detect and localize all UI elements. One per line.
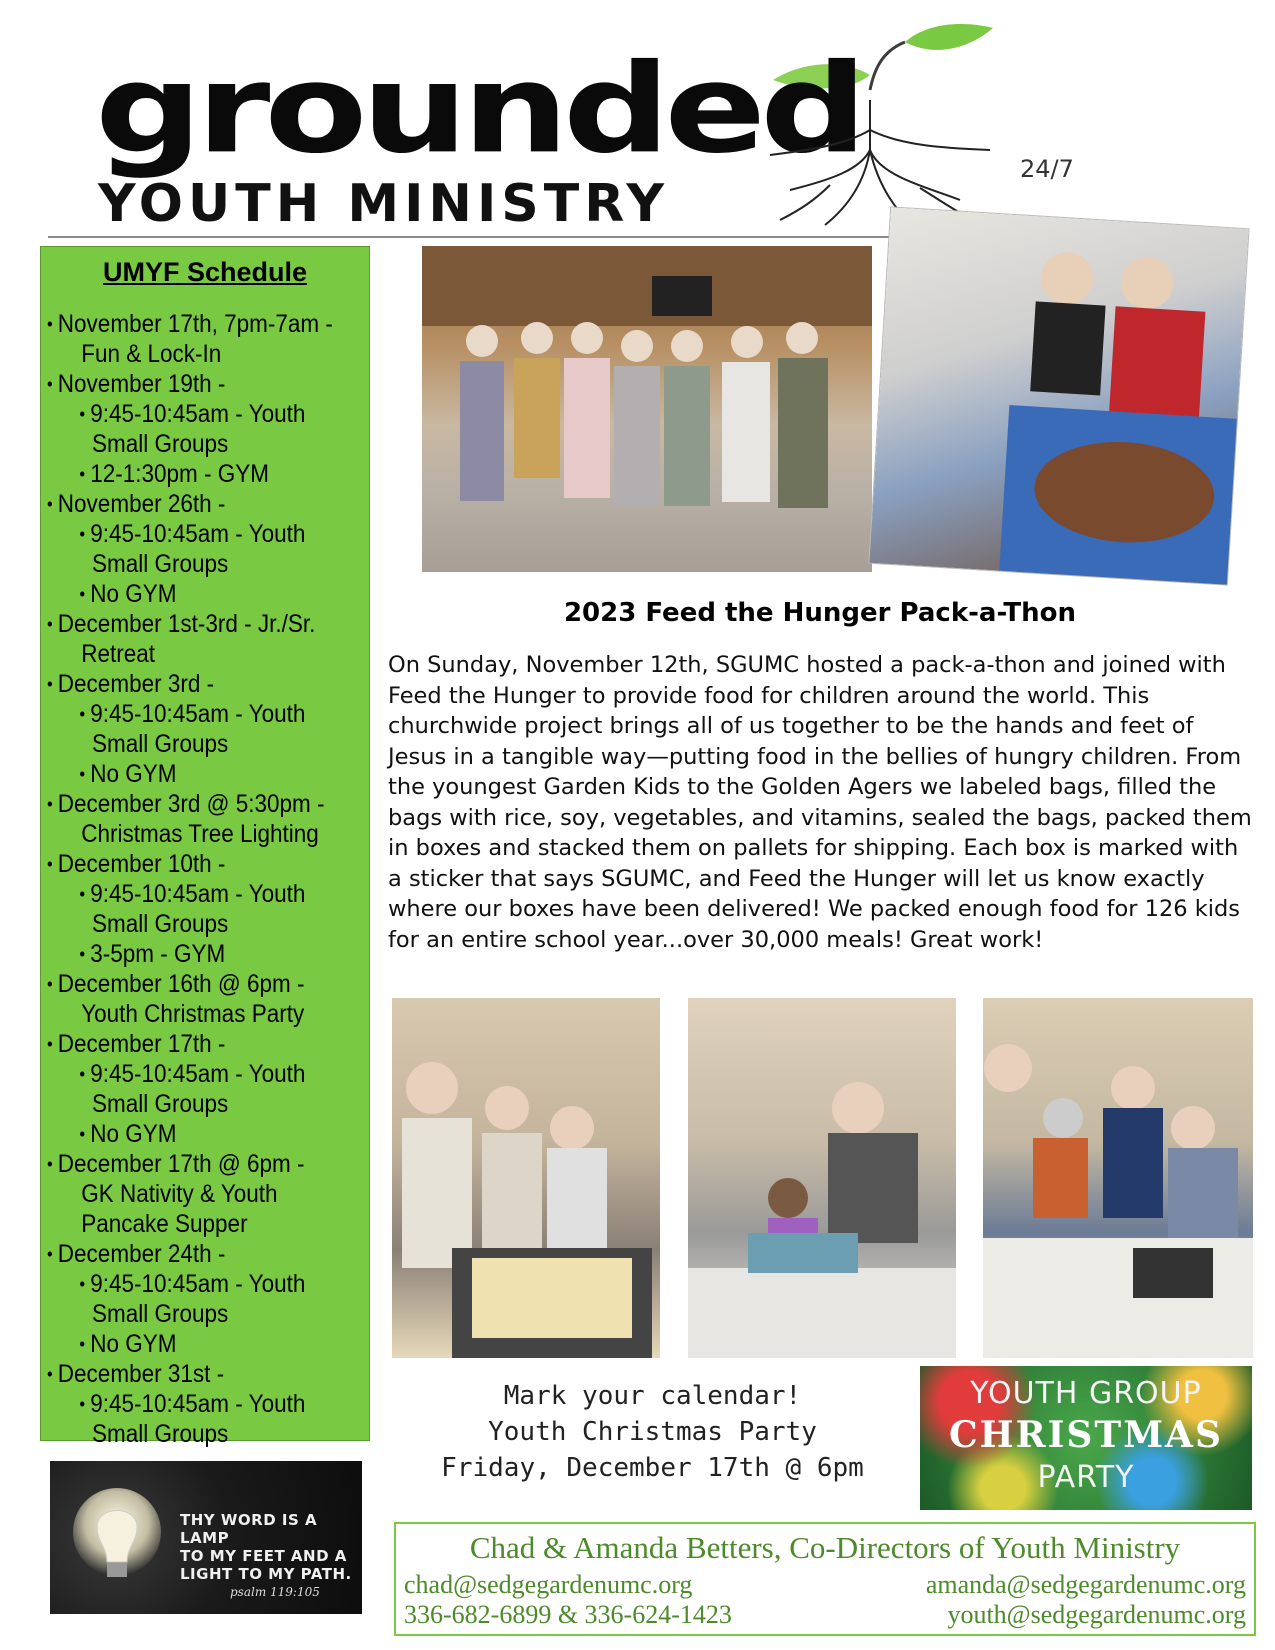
schedule-subitem: • No GYM bbox=[47, 1329, 335, 1359]
calendar-line: Mark your calendar! bbox=[503, 1381, 802, 1411]
group-photo-figures bbox=[422, 246, 872, 572]
sealing-bags-photo-figures bbox=[688, 998, 956, 1358]
schedule-subitem-detail: Small Groups bbox=[92, 430, 229, 458]
schedule-sidebar bbox=[40, 246, 370, 1448]
schedule-item bbox=[47, 1359, 335, 1449]
schedule-item-date: • December 17th - bbox=[47, 1029, 335, 1059]
verse-text bbox=[180, 1511, 358, 1583]
newsletter-header bbox=[0, 0, 1275, 240]
schedule-subitem: • No GYM bbox=[47, 579, 335, 609]
schedule-subitem-detail: Small Groups bbox=[92, 1420, 229, 1448]
email-link-amanda[interactable]: amanda@sedgegardenumc.org bbox=[925, 1570, 1246, 1599]
email-link-chad[interactable]: chad@sedgegardenumc.org bbox=[404, 1570, 693, 1599]
schedule-item-date: • November 17th, 7pm-7am - bbox=[47, 309, 335, 339]
schedule-item bbox=[47, 1149, 335, 1239]
schedule-item bbox=[47, 669, 335, 789]
schedule-subitem-detail: Small Groups bbox=[92, 1300, 229, 1328]
packing-boxes-photo bbox=[983, 998, 1253, 1358]
schedule-subitem: • 9:45-10:45am - Youth bbox=[47, 1269, 335, 1299]
schedule-subitem: • 9:45-10:45am - Youth bbox=[47, 1389, 335, 1419]
light-bulb-icon bbox=[72, 1487, 162, 1597]
contact-box bbox=[394, 1522, 1256, 1636]
sealing-bags-photo bbox=[688, 998, 956, 1358]
roots-icon bbox=[730, 60, 1010, 230]
verse-card bbox=[50, 1461, 362, 1614]
logo-wordmark: grounded bbox=[95, 38, 862, 181]
group-photo bbox=[422, 246, 872, 572]
phone-numbers: 336-682-6899 & 336-624-1423 bbox=[404, 1600, 732, 1629]
schedule-subitem: • No GYM bbox=[47, 759, 335, 789]
banner-line: PARTY bbox=[1037, 1460, 1135, 1495]
schedule-item-detail: Youth Christmas Party bbox=[81, 1000, 305, 1028]
verse-line: TO MY FEET AND A bbox=[180, 1547, 347, 1565]
schedule-item-detail: GK Nativity & Youth bbox=[81, 1180, 278, 1208]
schedule-subitem-detail: Small Groups bbox=[92, 550, 229, 578]
contact-row bbox=[404, 1600, 1246, 1630]
schedule-item-detail: Fun & Lock-In bbox=[81, 340, 222, 368]
contact-row bbox=[404, 1570, 1246, 1600]
schedule-item-date: • December 16th @ 6pm - bbox=[47, 969, 335, 999]
schedule-subitem-detail: Small Groups bbox=[92, 1090, 229, 1118]
calendar-note bbox=[400, 1378, 905, 1486]
schedule-subitem: • 9:45-10:45am - Youth bbox=[47, 519, 335, 549]
filling-bags-photo bbox=[392, 998, 660, 1358]
schedule-item bbox=[47, 489, 335, 609]
verse-line: THY WORD IS A LAMP bbox=[180, 1511, 318, 1547]
article-title: 2023 Feed the Hunger Pack-a-Thon bbox=[563, 598, 1077, 628]
schedule-item bbox=[47, 369, 335, 489]
schedule-item-detail: Retreat bbox=[81, 640, 155, 668]
schedule-subitem: • 9:45-10:45am - Youth bbox=[47, 1059, 335, 1089]
filling-bags-photo-figures bbox=[392, 998, 660, 1358]
logo-subtitle: YOUTH MINISTRY bbox=[98, 174, 670, 234]
contact-title: Chad & Amanda Betters, Co-Directors of Youth Ministry bbox=[469, 1530, 1181, 1565]
schedule-subitem-detail: Small Groups bbox=[92, 910, 229, 938]
schedule-item bbox=[47, 1239, 335, 1359]
schedule-item bbox=[47, 789, 335, 849]
schedule-item-date: • November 19th - bbox=[47, 369, 335, 399]
schedule-item bbox=[47, 309, 335, 369]
packing-photo-figures bbox=[869, 207, 1248, 584]
schedule-subitem: • 9:45-10:45am - Youth bbox=[47, 699, 335, 729]
schedule-subitem: • 9:45-10:45am - Youth bbox=[47, 879, 335, 909]
schedule-item bbox=[47, 969, 335, 1029]
calendar-line: Youth Christmas Party bbox=[488, 1417, 817, 1447]
article-body: On Sunday, November 12th, SGUMC hosted a pack-a-thon and joined with Feed the Hunger to provide food for children around the world. This churchwide project brings all of us together to be the hands and feet of Jesus in a tangible way—putting food in the bellies of hungry children. From the youngest Garden Kids to the Golden Agers we labeled bags, filled the bags with rice, soy, vegetables, and vitamins, sealed the bags, packed them in boxes and stacked them on pallets for shipping. Each box is marked with a sticker that says SGUMC, and Feed the Hunger will let us know exactly where our boxes have been delivered! We packed enough food for 126 kids for an entire school year...over 30,000 meals! Great work! bbox=[388, 652, 1252, 953]
schedule-item bbox=[47, 1029, 335, 1149]
banner-line: YOUTH GROUP bbox=[970, 1376, 1202, 1411]
schedule-item-date: • December 1st-3rd - Jr./Sr. bbox=[47, 609, 335, 639]
banner-line: CHRISTMAS bbox=[949, 1414, 1223, 1456]
schedule-list bbox=[47, 309, 367, 1449]
verse-line: LIGHT TO MY PATH. bbox=[180, 1565, 352, 1583]
schedule-subitem-detail: Small Groups bbox=[92, 730, 229, 758]
schedule-item bbox=[47, 609, 335, 669]
schedule-item-date: • November 26th - bbox=[47, 489, 335, 519]
logo-tagline: 24/7 bbox=[1020, 155, 1074, 183]
schedule-subitem: • 3-5pm - GYM bbox=[47, 939, 335, 969]
christmas-party-banner bbox=[920, 1366, 1252, 1510]
packing-boxes-photo-figures bbox=[983, 998, 1253, 1358]
packing-photo bbox=[869, 207, 1248, 584]
schedule-item-date: • December 10th - bbox=[47, 849, 335, 879]
schedule-item-detail: Pancake Supper bbox=[81, 1210, 248, 1238]
schedule-item-date: • December 3rd - bbox=[47, 669, 335, 699]
schedule-subitem: • 9:45-10:45am - Youth bbox=[47, 399, 335, 429]
schedule-item-date: • December 3rd @ 5:30pm - bbox=[47, 789, 335, 819]
email-link-youth[interactable]: youth@sedgegardenumc.org bbox=[947, 1600, 1246, 1629]
schedule-item-date: • December 31st - bbox=[47, 1359, 335, 1389]
schedule-item bbox=[47, 849, 335, 969]
verse-reference: psalm 119:105 bbox=[230, 1585, 320, 1599]
schedule-subitem: • No GYM bbox=[47, 1119, 335, 1149]
schedule-item-date: • December 24th - bbox=[47, 1239, 335, 1269]
calendar-line: Friday, December 17th @ 6pm bbox=[441, 1453, 864, 1483]
schedule-item-detail: Christmas Tree Lighting bbox=[81, 820, 319, 848]
schedule-item-date: • December 17th @ 6pm - bbox=[47, 1149, 335, 1179]
schedule-subitem: • 12-1:30pm - GYM bbox=[47, 459, 335, 489]
schedule-title: UMYF Schedule bbox=[102, 257, 308, 287]
